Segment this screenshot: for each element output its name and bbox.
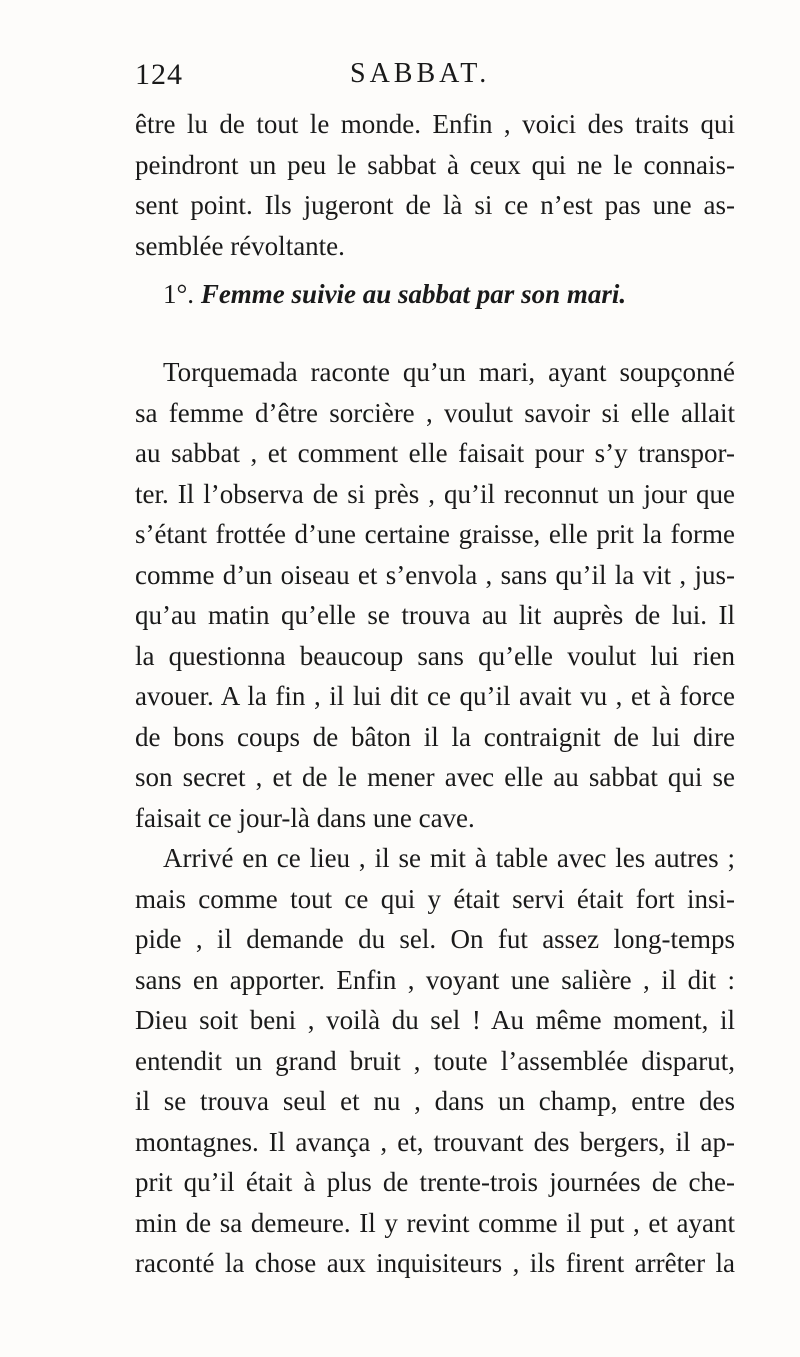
text-line: entendit un grand bruit , toute l’assemblée disparut, bbox=[135, 1045, 735, 1076]
text-line: min de sa demeure. Il y revint comme il put , et ayant bbox=[135, 1207, 735, 1238]
text-line: sent point. Ils jugeront de là si ce n’est pas une as- bbox=[135, 190, 735, 220]
text-line: ter. Il l’observa de si près , qu’il reconnut un jour que bbox=[135, 478, 735, 509]
text-line: sa femme d’être sorcière , voulut savoir si elle allait bbox=[135, 397, 735, 428]
text-line: s’étant frottée d’une certaine graisse, elle prit la forme bbox=[135, 519, 735, 549]
text-line: la questionna beaucoup sans qu’elle voulut lui rien bbox=[135, 640, 735, 671]
running-head bbox=[135, 58, 735, 98]
text-line: Torquemada raconte qu’un mari, ayant soupçonné bbox=[163, 357, 735, 387]
text-line: semblée révoltante. bbox=[135, 230, 345, 261]
text-line: avouer. A la fin , il lui dit ce qu’il avait vu , et à force bbox=[135, 681, 735, 711]
running-title: SABBAT. bbox=[350, 58, 491, 89]
text-line: pide , il demande du sel. On fut assez long-temps bbox=[135, 924, 735, 954]
paragraph-2-3 bbox=[135, 352, 735, 1284]
text-line: peindront un peu le sabbat à ceux qui ne le connais- bbox=[135, 149, 735, 180]
text-line: au sabbat , et comment elle faisait pour s’y transpor- bbox=[135, 438, 735, 468]
text-line: prit qu’il était à plus de trente-trois journées de che- bbox=[135, 1167, 735, 1197]
text-line: mais comme tout ce qui y était servi était fort insi- bbox=[135, 883, 735, 914]
text-line: faisait ce jour-là dans une cave. bbox=[135, 802, 475, 833]
text-line: sans en apporter. Enfin , voyant une salière , il dit : bbox=[135, 964, 735, 995]
text-line: montagnes. Il avança , et, trouvant des bergers, il ap- bbox=[135, 1126, 735, 1157]
text-line: comme d’un oiseau et s’envola , sans qu’il la vit , jus- bbox=[135, 559, 735, 590]
text-line: son secret , et de le mener avec elle au sabbat qui se bbox=[135, 762, 735, 792]
section-heading bbox=[163, 274, 735, 314]
text-line: de bons coups de bâton il la contraignit de lui dire bbox=[135, 721, 735, 752]
text-line: être lu de tout le monde. Enfin , voici des traits qui bbox=[135, 109, 735, 139]
paragraph-1 bbox=[135, 104, 735, 266]
page-number: 124 bbox=[135, 58, 183, 91]
text-line: qu’au matin qu’elle se trouva au lit auprès de lui. Il bbox=[135, 600, 735, 630]
section-title: Femme suivie au sabbat par son mari. bbox=[200, 279, 627, 309]
section-number: 1°. bbox=[163, 279, 195, 309]
text-line: il se trouva seul et nu , dans un champ, entre des bbox=[135, 1086, 735, 1116]
text-line: Dieu soit beni , voilà du sel ! Au même moment, il bbox=[135, 1005, 735, 1035]
text-line: Arrivé en ce lieu , il se mit à table avec les autres ; bbox=[163, 843, 735, 873]
text-line: raconté la chose aux inquisiteurs , ils firent arrêter la bbox=[135, 1248, 735, 1278]
